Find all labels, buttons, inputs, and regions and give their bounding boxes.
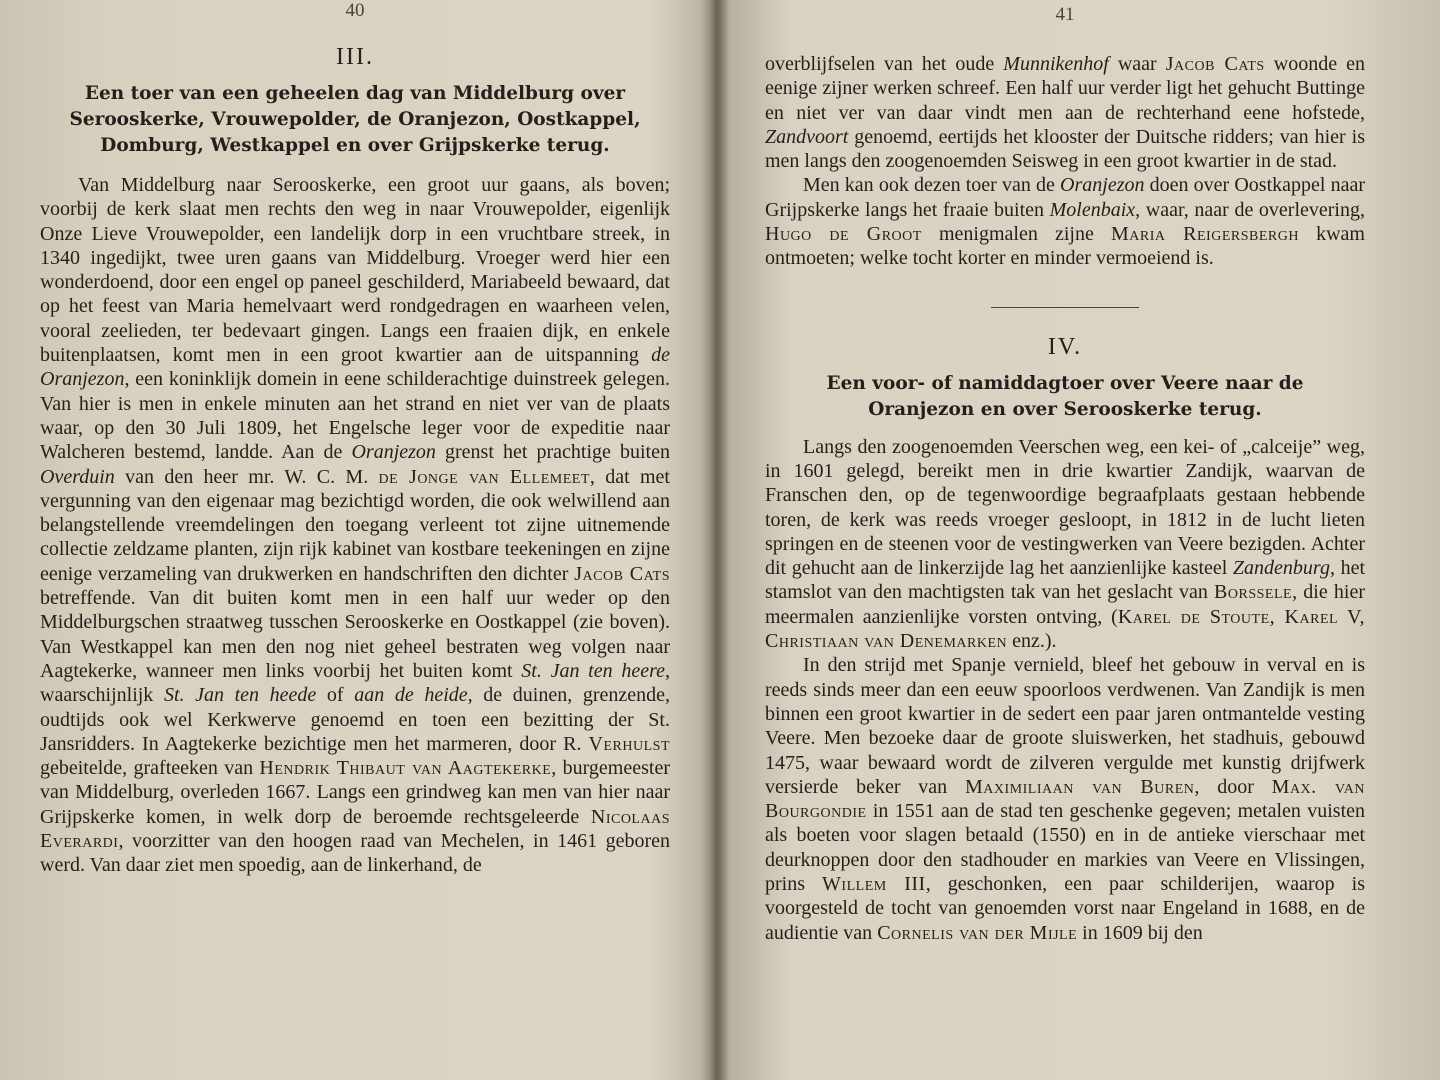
paragraph — [765, 653, 1365, 945]
smallcaps-run: Maria Reigersbergh — [1111, 223, 1299, 246]
book-gutter — [700, 0, 730, 1080]
italic-run: St. Jan ten heede — [163, 684, 317, 707]
page-number: 40 — [345, 0, 365, 21]
text-run: In den strijd met Spanje vernield, bleef het gebouw in verval en is reeds sinds meer dan een eeuw spoorloos verdwenen. Van Zandijk is men binnen een groot kwartier in de sedert een paar jaren ontmantelde vesting Veere. Men bezoeke daar de groote sluiswerken, het stadhuis, gebouwd 1475, waar bewaard wordt de zilveren vergulde met kunstig drijfwerk versierde beker van — [765, 654, 1365, 798]
text-run: in 1551 aan de stad ten geschenke gegeven; metalen vuisten als boeten voor slagen betaald (1550) en in de antieke vierschaar met deurknoppen door den stadhouder en markies van Veere en Vlissingen, prins — [765, 800, 1365, 896]
text-run: kwam ontmoeten; welke tocht korter en minder vermoeiend is. — [765, 223, 1365, 270]
text-run: Van Middelburg naar Serooskerke, een groot uur gaans, als boven; voorbij de kerk slaat men rechts den weg in naar Vrouwepolder, eigenlijk Onze Lieve Vrouwepolder, een landelijk dorp in een vruchtbare streek, in 1340 ingedijkt, twee uren gaans van Middelburg. Vroeger werd hier een wonderdoend, door een engel op paneel geschilderd, Mariabeeld bewaard, dat op het feest van Maria hemelvaart werd rondgedragen en waarheen velen, vooral zeelieden, ter bedevaart gingen. Langs een fraaien dijk, en enkele buitenplaatsen, komt men in een groot kwartier aan de uitspanning — [40, 174, 670, 367]
italic-run: Overduin — [40, 465, 115, 488]
smallcaps-run: Hugo de Groot — [765, 223, 922, 246]
text-run: , voorzitter van den hoogen raad van Mechelen, in 1461 geboren werd. Van daar ziet men spoedig, aan de linkerhand, de — [40, 830, 670, 877]
text-run: , door — [1194, 775, 1272, 798]
italic-run: Zandvoort — [765, 125, 849, 148]
text-run: overblijfselen van het oude — [765, 53, 1004, 75]
smallcaps-run: de Jonge van Ellemeet — [378, 465, 590, 488]
italic-run: St. Jan ten heere — [521, 659, 665, 682]
right-page — [765, 0, 1365, 1080]
section-number: IV. — [1047, 333, 1083, 360]
smallcaps-run: Max. van Bourgondie — [765, 775, 1365, 823]
text-run: enz.). — [1007, 630, 1057, 653]
paragraph — [765, 435, 1365, 654]
text-run: , burgemeester van Middelburg, overleden 1667. Langs een grindweg kan men van hier naar Grijpskerke komen, in welk dorp de beroemde rechtsgeleerde — [40, 757, 670, 828]
paragraph — [40, 173, 670, 878]
smallcaps-run: Jacob Cats — [1165, 53, 1265, 75]
smallcaps-run: Willem III — [822, 873, 926, 896]
smallcaps-run: Cornelis van der Mijle — [877, 921, 1078, 944]
section-title: Een toer van een geheelen dag van Middelburg over Serooskerke, Vrouwepolder, de Oranjezon, Oostkappel, Domburg, Westkappel en over Grijpskerke terug. — [69, 83, 641, 156]
text-run: gebeitelde, grafteeken van — [40, 757, 260, 780]
text-run: grenst het prachtige buiten — [435, 441, 670, 464]
paragraph — [765, 173, 1365, 270]
paragraph — [765, 52, 1365, 173]
text-run: , die hier meermalen aanzienlijke vorsten ontving, ( — [765, 581, 1365, 628]
section-title: Een voor- of namiddagtoer over Veere naar de Oranjezon en over Serooskerke terug. — [826, 372, 1304, 420]
text-run: in 1609 bij den — [1077, 921, 1203, 944]
section-number: III. — [336, 44, 374, 70]
text-run: , waarschijnlijk — [40, 659, 670, 707]
smallcaps-run: Nicolaas Everardi — [40, 805, 670, 853]
section-divider — [991, 307, 1139, 308]
text-run: , waar, naar de overlevering, — [1135, 198, 1365, 221]
smallcaps-run: Hendrik Thibaut van Aagtekerke — [259, 757, 552, 780]
smallcaps-run: Maximiliaan van Buren — [964, 775, 1195, 798]
text-run: , een koninklijk domein in eene schilderachtige duinstreek gelegen. Van hier is men in enkele minuten aan het strand en niet ver van de plaats waar, op den 30 Juli 1809, het Engelsche leger voor de expeditie naar Walcheren bestemd, landde. Aan de — [40, 368, 670, 464]
smallcaps-run: Jacob Cats — [574, 562, 670, 585]
smallcaps-run: Borssele — [1214, 581, 1293, 604]
text-run: Men kan ook dezen toer van de — [803, 174, 1061, 197]
page-number: 41 — [1055, 4, 1075, 25]
italic-run: Molenbaix — [1049, 198, 1136, 221]
text-run: , het stamslot van den machtigsten tak van het geslacht van — [765, 557, 1365, 604]
text-run: , geschonken, een paar schilderijen, waarop is voorgesteld de tocht van genoemden vorst naar Engeland in 1688, en de audientie van — [765, 873, 1366, 944]
italic-run: Oranjezon — [351, 441, 436, 464]
italic-run: de Oranjezon — [40, 344, 670, 391]
text-run: , de duinen, grenzende, oudtijds ook wel Kerkwerve genoemd en toen een bezitting der St. Jansridders. In Aagtekerke bezichtige men het marmeren, door R. — [40, 684, 671, 755]
text-run: of — [316, 684, 355, 707]
italic-run: Oranjezon — [1060, 174, 1145, 197]
smallcaps-run: Karel de Stoute, Karel V, Christiaan van Denemarken — [765, 605, 1365, 653]
text-run: , dat met vergunning van den eigenaar mag bezichtigd worden, die ook welwillend aan belangstellende vreemdelingen den toegang verleent tot zijne uitnemende collectie zeldzame planten, zijn rijk kabinet van kostbare teekeningen en zijne eenige verzameling van drukwerken en handschriften den dichter — [40, 465, 670, 585]
text-run: waar — [1108, 53, 1166, 75]
left-page — [40, 0, 670, 1080]
text-run: van den heer mr. W. C. M. — [114, 465, 379, 488]
text-run: doen over Oostkappel naar Grijpskerke langs het fraaie buiten — [765, 174, 1366, 221]
text-run: genoemd, eertijds het klooster der Duitsche ridders; van hier is men langs den zoogenoemden Seisweg in een groot kwartier in de stad. — [765, 125, 1365, 173]
italic-run: aan de heide — [354, 684, 468, 707]
italic-run: Zandenburg — [1232, 557, 1330, 580]
text-run: woonde en eenige zijner werken schreef. Een half uur verder ligt het gehucht Buttinge en niet ver van daar vindt men aan de rechterhand eene hofstede, — [765, 53, 1365, 124]
text-run: menigmalen zijne — [921, 223, 1111, 246]
smallcaps-run: Verhulst — [588, 732, 670, 755]
text-run: Langs den zoogenoemden Veerschen weg, een kei- of „calceije” weg, in 1601 gelegd, bereikt men in drie kwartier Zandijk, waarvan de Franschen den, op de tegenwoordige begraafplaats gestaan hebbende toren, de kerk was reeds vroeger gesloopt, in 1812 in de lucht lieten springen en de steenen voor de vestingwerken van Veere bezigden. Achter dit gehucht aan de linkerzijde lag het aanzienlijke kasteel — [765, 435, 1365, 580]
italic-run: Munnikenhof — [1003, 53, 1109, 75]
text-run: betreffende. Van dit buiten komt men in een half uur weder op den Middelburgschen straatweg tusschen Serooskerke en Oostkappel (zie boven). Van Westkappel kan men den nog niet geheel bestraten weg volgen naar Aagtekerke, wanneer men links voorbij het buiten komt — [40, 587, 670, 682]
